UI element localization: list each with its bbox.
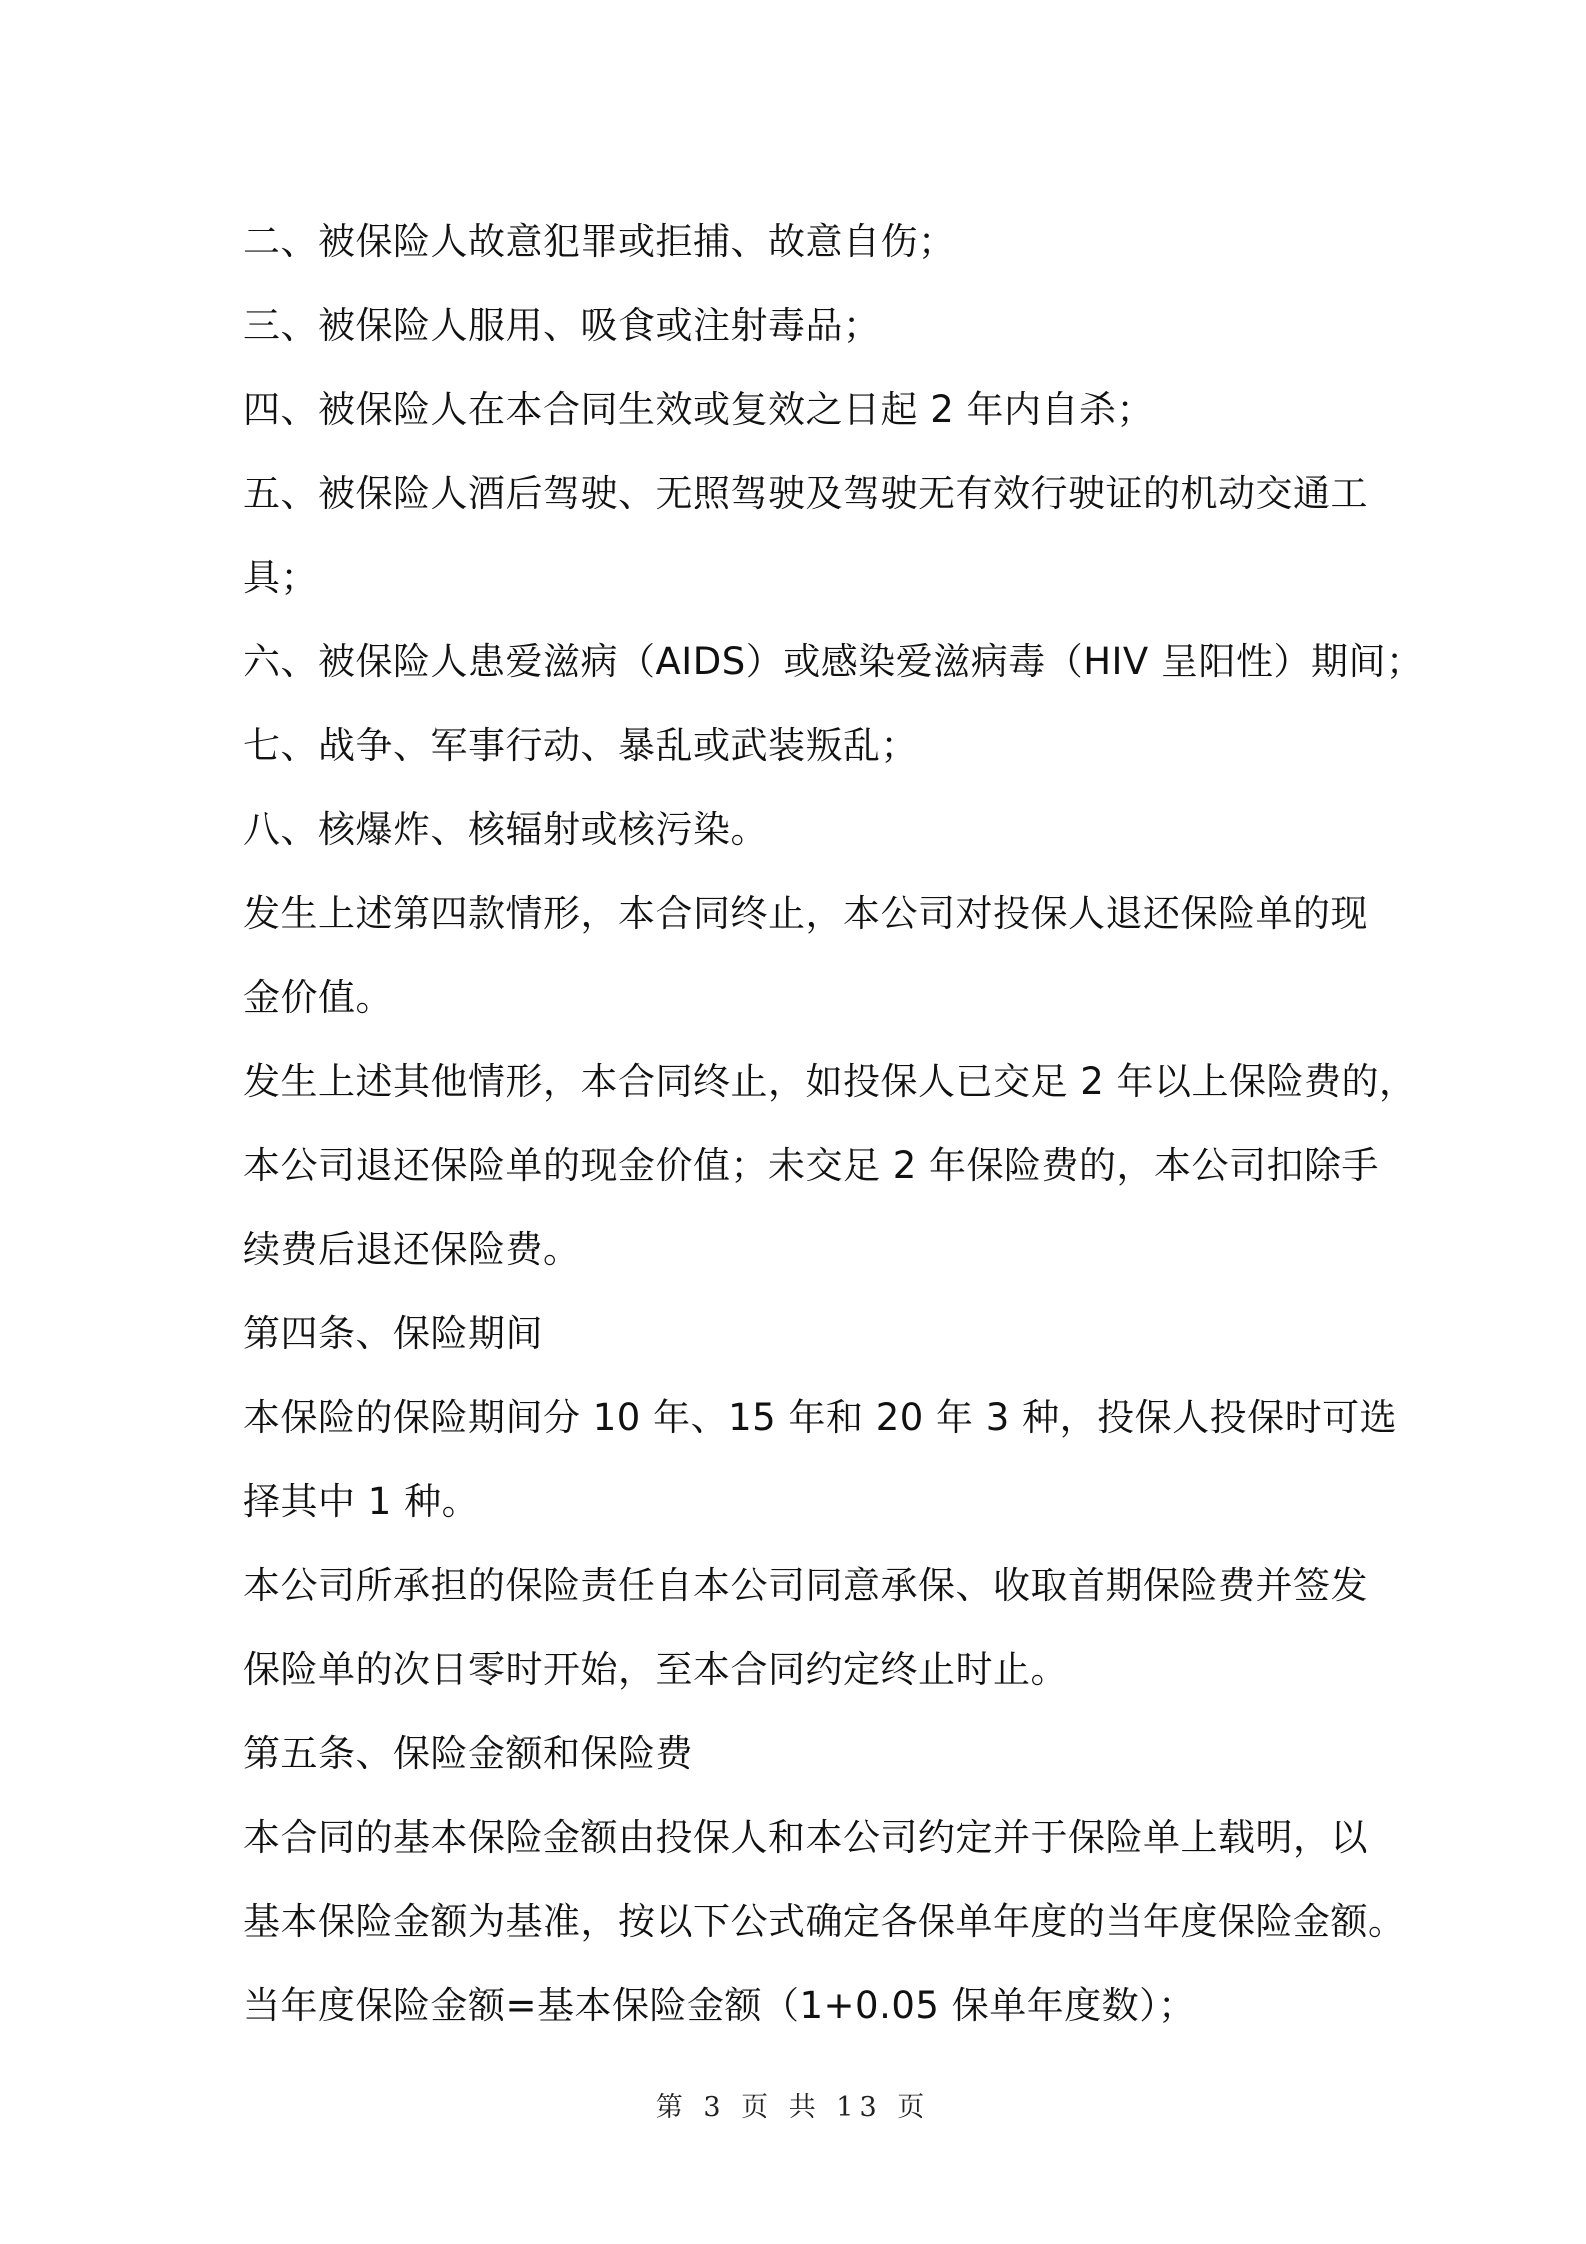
text-line: 五、被保险人酒后驾驶、无照驾驶及驾驶无有效行驶证的机动交通工 (243, 472, 1368, 515)
text-line: 七、战争、军事行动、暴乱或武装叛乱； (243, 724, 918, 767)
text-line: 本合同的基本保险金额由投保人和本公司约定并于保险单上载明，以 (243, 1816, 1368, 1859)
text-line: 二、被保险人故意犯罪或拒捕、故意自伤； (243, 220, 956, 263)
text-line: 保险单的次日零时开始，至本合同约定终止时止。 (243, 1648, 1068, 1691)
text-line: 本公司所承担的保险责任自本公司同意承保、收取首期保险费并签发 (243, 1564, 1368, 1607)
section-heading: 第五条、保险金额和保险费 (243, 1732, 693, 1775)
text-line: 三、被保险人服用、吸食或注射毒品； (243, 304, 881, 347)
text-line: 发生上述第四款情形，本合同终止，本公司对投保人退还保险单的现 (243, 892, 1368, 935)
text-line: 八、核爆炸、核辐射或核污染。 (243, 808, 768, 851)
text-line: 具； (243, 556, 318, 599)
text-line: 当年度保险金额=基本保险金额（1+0.05 保单年度数）； (243, 1984, 1196, 2027)
text-line: 本公司退还保险单的现金价值；未交足 2 年保险费的，本公司扣除手 (243, 1144, 1380, 1187)
text-line: 择其中 1 种。 (243, 1480, 480, 1523)
text-line: 续费后退还保险费。 (243, 1228, 581, 1271)
page-number: 第 3 页 共 13 页 (655, 2092, 931, 2123)
text-line: 六、被保险人患爱滋病（AIDS）或感染爱滋病毒（HIV 呈阳性）期间； (243, 640, 1424, 683)
document-body (243, 200, 1424, 2048)
text-line: 发生上述其他情形，本合同终止，如投保人已交足 2 年以上保险费的， (243, 1060, 1417, 1103)
text-line: 金价值。 (243, 976, 393, 1019)
text-line: 本保险的保险期间分 10 年、15 年和 20 年 3 种，投保人投保时可选 (243, 1396, 1398, 1439)
text-line: 四、被保险人在本合同生效或复效之日起 2 年内自杀； (243, 388, 1155, 431)
section-heading: 第四条、保险期间 (243, 1312, 543, 1355)
text-line: 基本保险金额为基准，按以下公式确定各保单年度的当年度保险金额。 (243, 1900, 1406, 1943)
